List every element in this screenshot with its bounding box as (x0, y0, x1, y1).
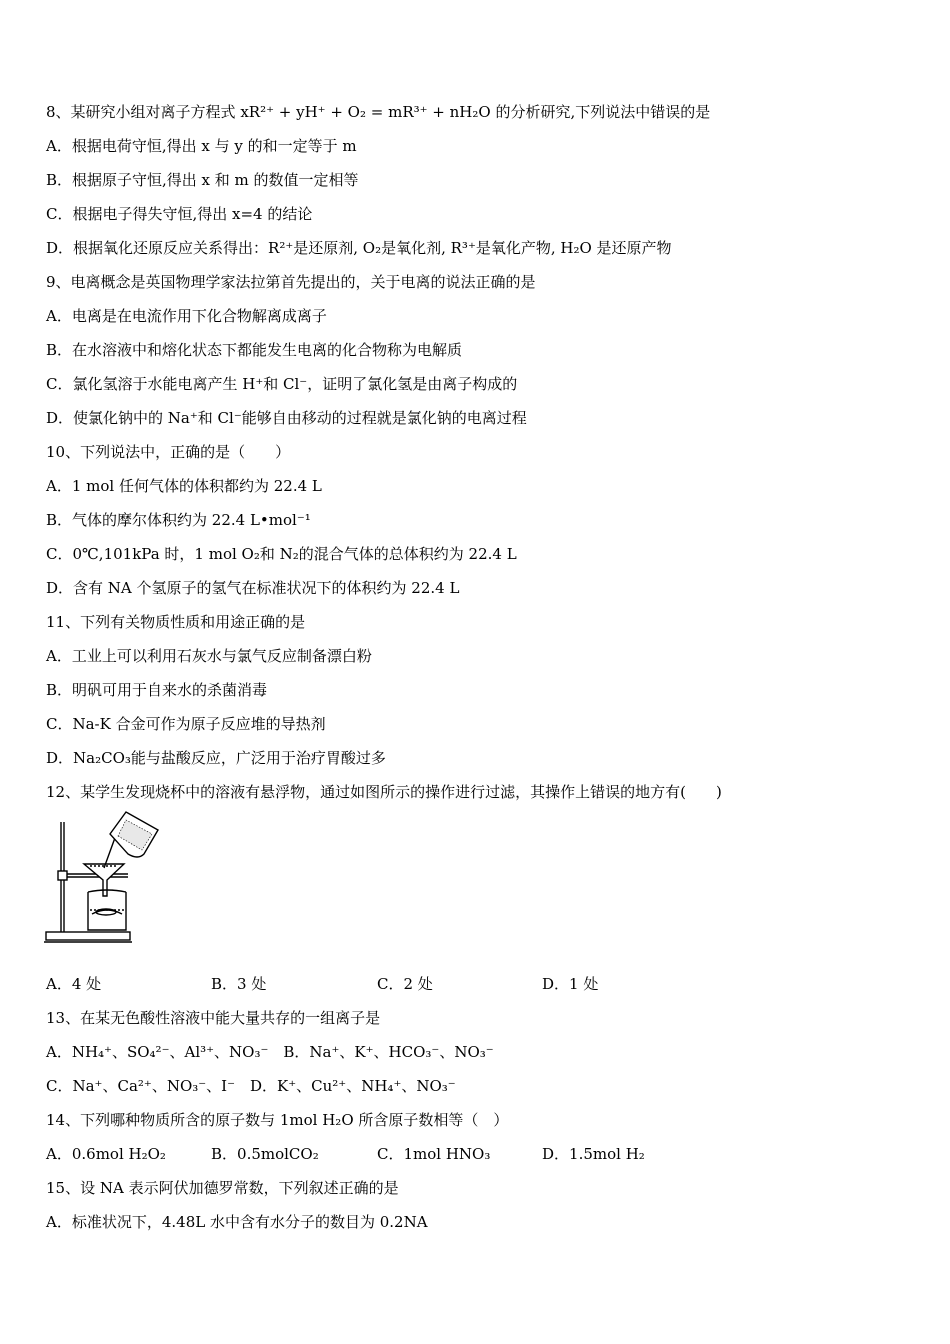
q9-stem: 9、电离概念是英国物理学家法拉第首先提出的，关于电离的说法正确的是 (46, 273, 536, 291)
q11-option-c: C．Na-K 合金可作为原子反应堆的导热剂 (46, 715, 326, 733)
q12-option-d: D．1 处 (542, 975, 599, 993)
q8-option-a: A．根据电荷守恒,得出 x 与 y 的和一定等于 m (46, 137, 357, 155)
q10-option-b: B．气体的摩尔体积约为 22.4 L•mol⁻¹ (46, 511, 311, 529)
q9-option-d: D．使氯化钠中的 Na⁺和 Cl⁻能够自由移动的过程就是氯化钠的电离过程 (46, 409, 527, 427)
q9-option-c: C．氯化氢溶于水能电离产生 H⁺和 Cl⁻，证明了氯化氢是由离子构成的 (46, 375, 518, 393)
q8-option-b: B．根据原子守恒,得出 x 和 m 的数值一定相等 (46, 171, 359, 189)
q11-option-b: B．明矾可用于自来水的杀菌消毒 (46, 681, 268, 699)
q10-option-c: C．0℃,101kPa 时，1 mol O₂和 N₂的混合气体的总体积约为 22.4 L (46, 545, 517, 563)
q15-option-a: A．标准状况下，4.48L 水中含有水分子的数目为 0.2NA (46, 1213, 428, 1231)
q10-option-a: A．1 mol 任何气体的体积都约为 22.4 L (46, 477, 322, 495)
q8-option-d: D．根据氧化还原反应关系得出：R²⁺是还原剂, O₂是氧化剂, R³⁺是氧化产物, H₂O 是还原产物 (46, 239, 672, 257)
q14-option-b: B．0.5molCO₂ (211, 1145, 319, 1163)
q14-option-a: A．0.6mol H₂O₂ (46, 1145, 166, 1163)
q10-option-d: D．含有 NA 个氢原子的氢气在标准状况下的体积约为 22.4 L (46, 579, 460, 597)
q11-option-a: A．工业上可以利用石灰水与氯气反应制备漂白粉 (46, 647, 372, 665)
filtration-apparatus-icon (40, 808, 170, 948)
q9-option-a: A．电离是在电流作用下化合物解离成离子 (46, 307, 327, 325)
q14-stem: 14、下列哪种物质所含的原子数与 1mol H₂O 所含原子数相等（ ） (46, 1111, 509, 1129)
q13-stem: 13、在某无色酸性溶液中能大量共存的一组离子是 (46, 1009, 381, 1027)
q12-stem: 12、某学生发现烧杯中的溶液有悬浮物，通过如图所示的操作进行过滤，其操作上错误的地方有( ) (46, 783, 722, 801)
q11-stem: 11、下列有关物质性质和用途正确的是 (46, 613, 306, 631)
q9-option-b: B．在水溶液中和熔化状态下都能发生电离的化合物称为电解质 (46, 341, 463, 359)
q13-options-cd: C．Na⁺、Ca²⁺、NO₃⁻、I⁻ D．K⁺、Cu²⁺、NH₄⁺、NO₃⁻ (46, 1077, 456, 1095)
q15-stem: 15、设 NA 表示阿伏加德罗常数，下列叙述正确的是 (46, 1179, 399, 1197)
q12-option-b: B．3 处 (211, 975, 267, 993)
q13-options-ab: A．NH₄⁺、SO₄²⁻、Al³⁺、NO₃⁻ B．Na⁺、K⁺、HCO₃⁻、NO₃⁻ (46, 1043, 494, 1061)
q10-stem: 10、下列说法中，正确的是（ ） (46, 443, 291, 461)
q8-stem: 8、某研究小组对离子方程式 xR²⁺ + yH⁺ + O₂ = mR³⁺ + nH₂O 的分析研究,下列说法中错误的是 (46, 103, 711, 121)
q12-option-a: A．4 处 (46, 975, 102, 993)
q14-option-d: D．1.5mol H₂ (542, 1145, 645, 1163)
q11-option-d: D．Na₂CO₃能与盐酸反应，广泛用于治疗胃酸过多 (46, 749, 386, 767)
q8-option-c: C．根据电子得失守恒,得出 x=4 的结论 (46, 205, 313, 223)
q14-option-c: C．1mol HNO₃ (377, 1145, 491, 1163)
q12-option-c: C．2 处 (377, 975, 433, 993)
